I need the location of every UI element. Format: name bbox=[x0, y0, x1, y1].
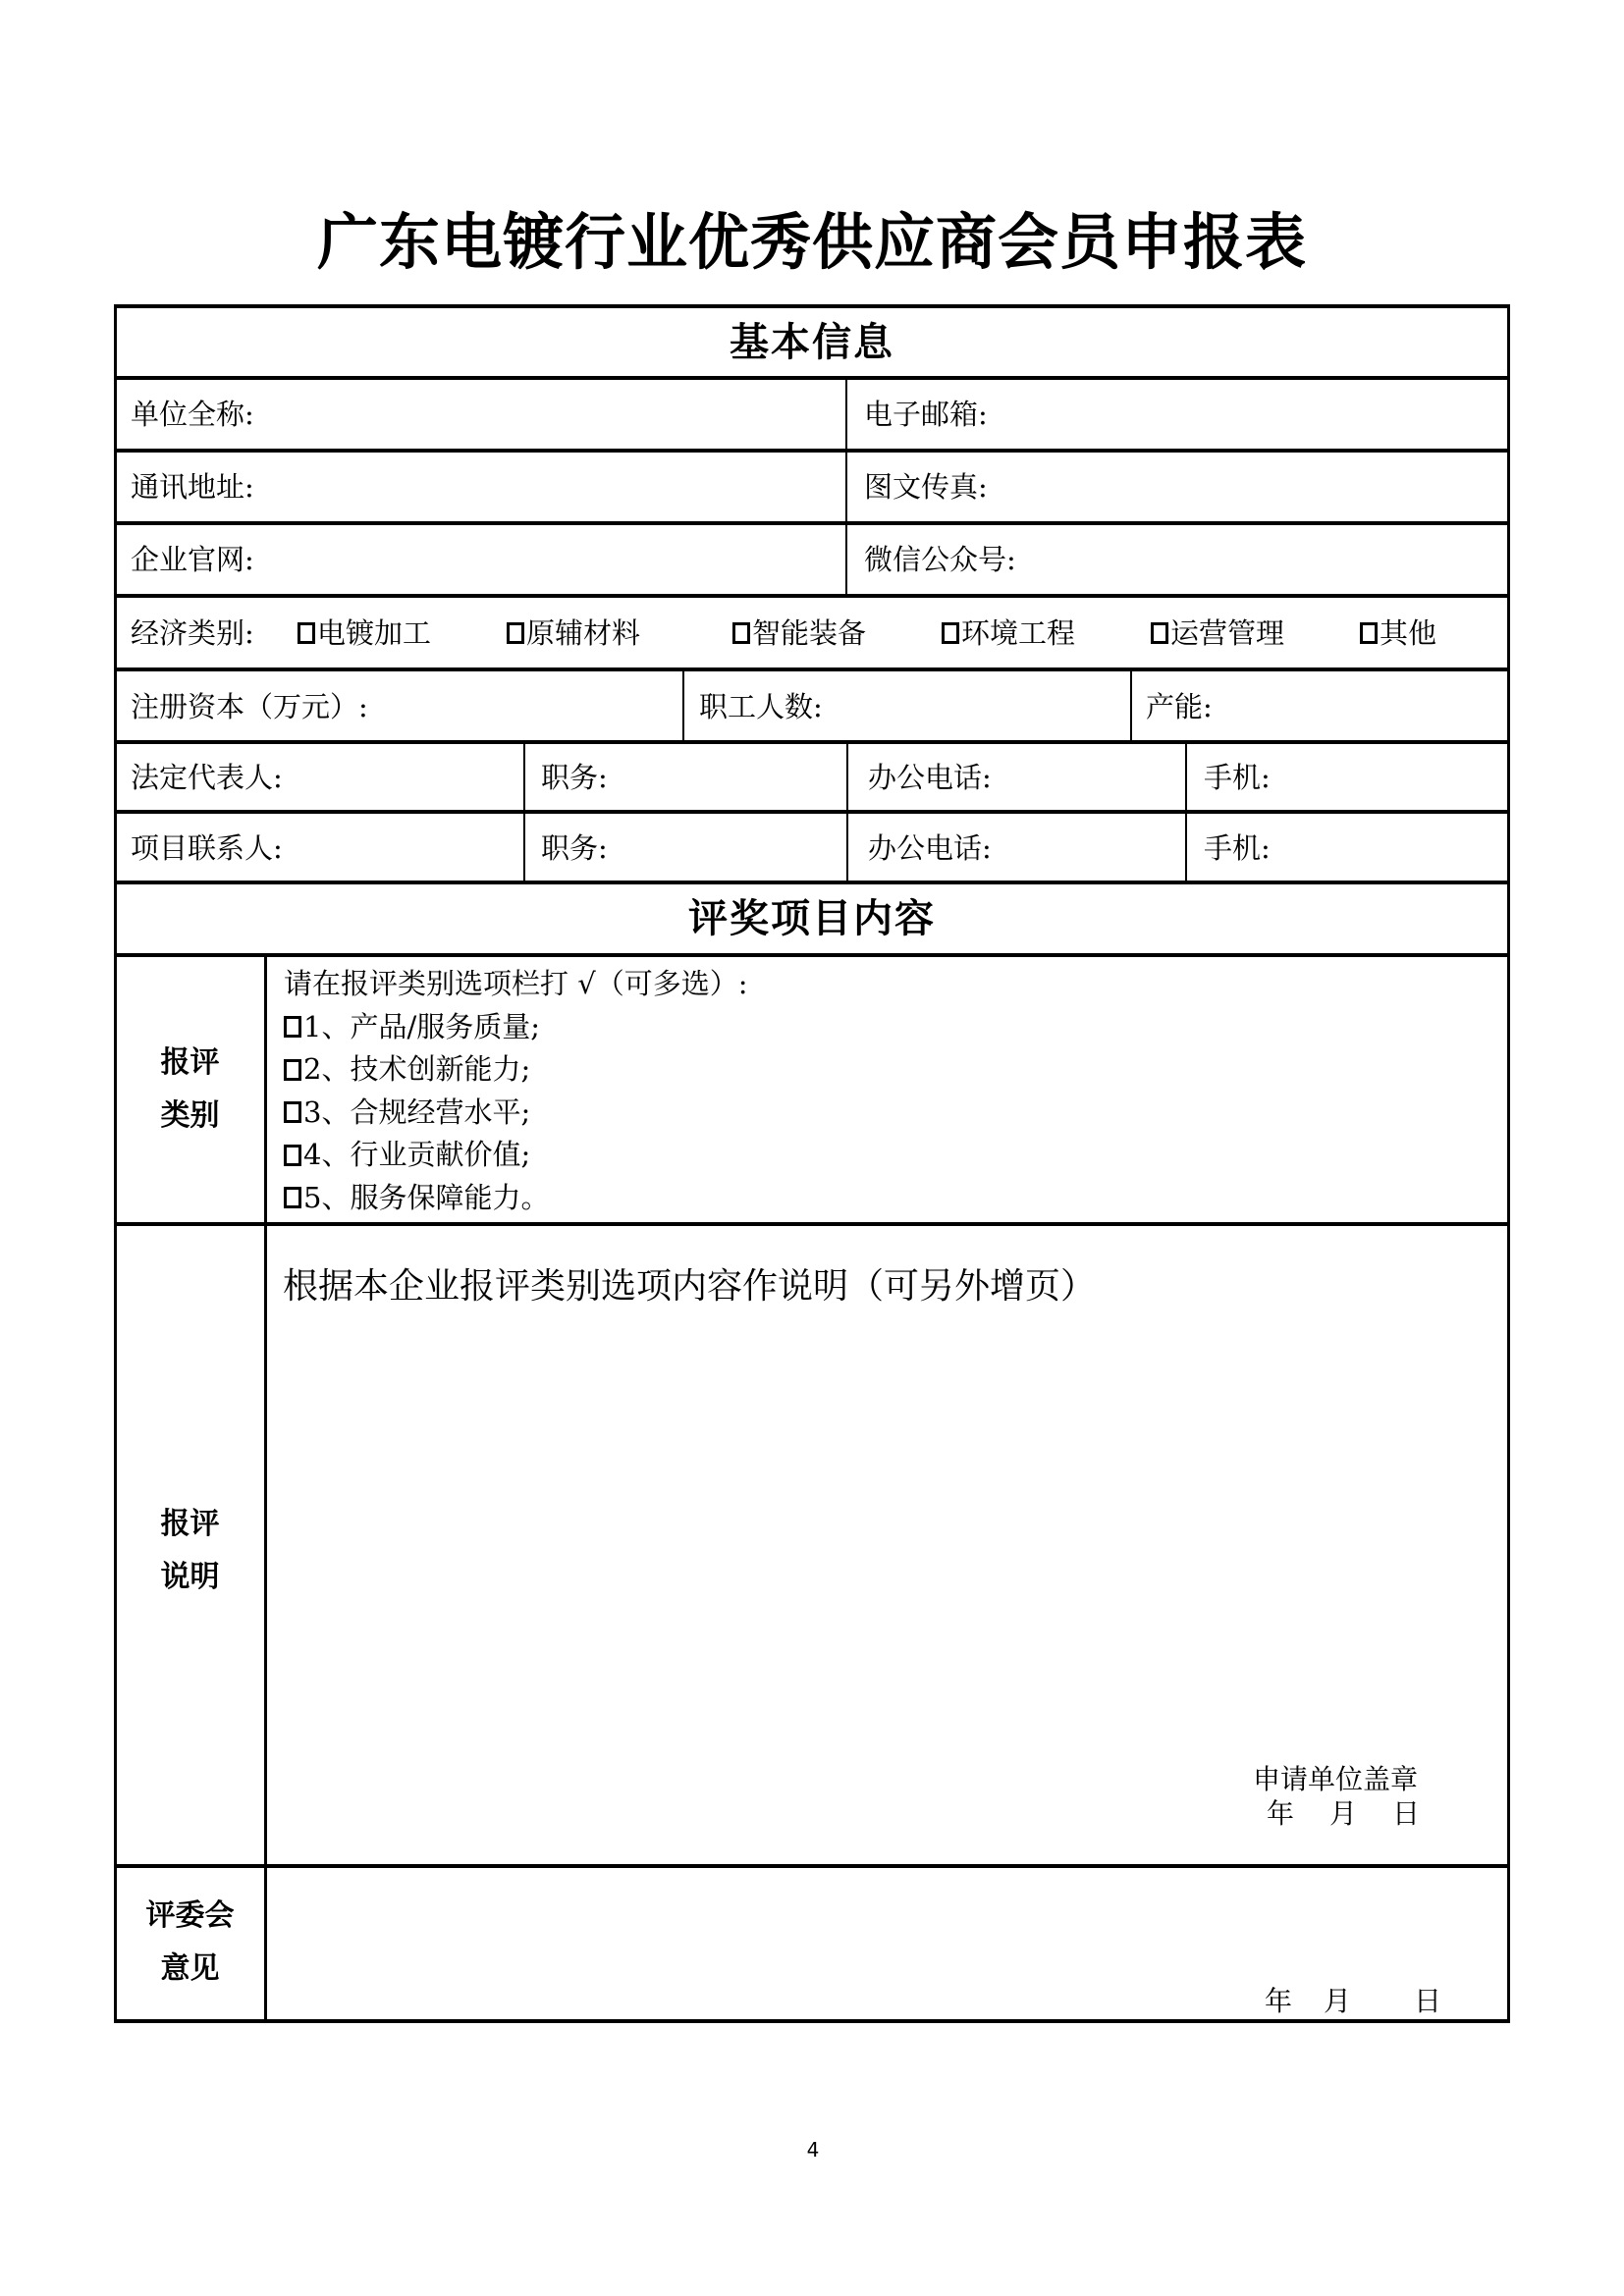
table-bottom-border bbox=[114, 2019, 1510, 2023]
section-title-basic-info: 基本信息 bbox=[730, 320, 894, 365]
column-divider bbox=[1130, 669, 1132, 742]
field-label: 法定代表人: bbox=[131, 761, 283, 794]
category-option-innovation[interactable] bbox=[284, 1048, 747, 1092]
economic-type-option-environment[interactable] bbox=[942, 614, 1075, 653]
category-instruction: 请在报评类别选项栏打 √（可多选）: bbox=[284, 967, 748, 1000]
checkbox-icon[interactable] bbox=[284, 1101, 301, 1123]
economic-type-option-equipment[interactable] bbox=[732, 614, 866, 653]
checkbox-icon[interactable] bbox=[942, 622, 959, 644]
economic-type-option-other[interactable] bbox=[1360, 614, 1436, 653]
field-label: 注册资本（万元）: bbox=[131, 690, 368, 723]
checkbox-icon[interactable] bbox=[1151, 622, 1168, 644]
field-label: 办公电话: bbox=[868, 761, 992, 794]
category-option-quality[interactable] bbox=[284, 1006, 747, 1049]
stamp-label: 申请单位盖章 bbox=[1253, 1763, 1419, 1795]
checkbox-icon[interactable] bbox=[1360, 622, 1378, 644]
option-label: 5、服务保障能力。 bbox=[303, 1180, 550, 1214]
description-date bbox=[1267, 1797, 1420, 1831]
option-label: 电镀加工 bbox=[317, 616, 432, 650]
date-month: 月 bbox=[1329, 1797, 1358, 1830]
category-options bbox=[284, 963, 747, 1219]
checkbox-icon[interactable] bbox=[284, 1016, 301, 1038]
checkbox-icon[interactable] bbox=[284, 1187, 301, 1208]
option-label: 环境工程 bbox=[961, 616, 1076, 650]
document-title: 广东电镀行业优秀供应商会员申报表 bbox=[316, 206, 1307, 278]
row-divider bbox=[114, 521, 1510, 525]
column-divider bbox=[846, 742, 848, 882]
row-divider bbox=[114, 667, 1510, 671]
option-label: 3、合规经营水平; bbox=[303, 1095, 531, 1129]
field-label: 图文传真: bbox=[864, 470, 988, 504]
label-line: 报评 bbox=[160, 1045, 220, 1080]
field-label: 单位全称: bbox=[131, 398, 254, 431]
field-label: 通讯地址: bbox=[131, 470, 254, 504]
label-line: 报评 bbox=[160, 1507, 220, 1541]
row-divider bbox=[114, 810, 1510, 814]
date-year: 年 bbox=[1265, 1985, 1293, 2017]
field-label: 办公电话: bbox=[868, 831, 992, 865]
field-label: 职工人数: bbox=[699, 690, 823, 723]
economic-type-label: 经济类别: bbox=[131, 616, 254, 650]
option-label: 原辅材料 bbox=[526, 616, 641, 650]
field-label: 微信公众号: bbox=[864, 543, 1016, 576]
label-line: 评委会 bbox=[145, 1898, 235, 1933]
field-label: 电子邮箱: bbox=[864, 398, 988, 431]
table-right-border bbox=[1507, 305, 1510, 2023]
date-day: 日 bbox=[1414, 1985, 1442, 2017]
description-label bbox=[115, 1498, 265, 1604]
label-line: 意见 bbox=[160, 1951, 220, 1986]
committee-date bbox=[1265, 1985, 1441, 2018]
option-label: 4、行业贡献价值; bbox=[303, 1138, 531, 1171]
page-number: 4 bbox=[806, 2138, 820, 2162]
committee-label bbox=[115, 1890, 265, 1996]
checkbox-icon[interactable] bbox=[298, 622, 315, 644]
category-option-contribution[interactable] bbox=[284, 1134, 747, 1177]
label-line: 类别 bbox=[160, 1098, 220, 1133]
row-divider bbox=[114, 449, 1510, 453]
section-title-award-content: 评奖项目内容 bbox=[688, 896, 936, 941]
field-label: 手机: bbox=[1204, 831, 1271, 865]
option-label: 智能装备 bbox=[752, 616, 867, 650]
field-label: 手机: bbox=[1204, 761, 1271, 794]
economic-type-option-materials[interactable] bbox=[507, 614, 640, 653]
option-label: 2、技术创新能力; bbox=[303, 1052, 531, 1086]
row-divider bbox=[114, 740, 1510, 744]
checkbox-icon[interactable] bbox=[284, 1145, 301, 1166]
category-option-compliance[interactable] bbox=[284, 1092, 747, 1135]
checkbox-icon[interactable] bbox=[284, 1059, 301, 1081]
description-prompt: 根据本企业报评类别选项内容作说明（可另外增页） bbox=[283, 1266, 1097, 1307]
checkbox-icon[interactable] bbox=[732, 622, 750, 644]
column-divider bbox=[523, 742, 525, 882]
field-label: 产能: bbox=[1146, 690, 1213, 723]
option-label: 运营管理 bbox=[1170, 616, 1285, 650]
category-option-service[interactable] bbox=[284, 1177, 747, 1220]
table-left-border bbox=[114, 305, 117, 2023]
field-label: 职务: bbox=[541, 761, 608, 794]
economic-type-option-operations[interactable] bbox=[1151, 614, 1284, 653]
option-label: 其他 bbox=[1380, 616, 1437, 650]
field-label: 企业官网: bbox=[131, 543, 254, 576]
economic-type-option-plating[interactable] bbox=[298, 614, 431, 653]
date-year: 年 bbox=[1267, 1797, 1295, 1830]
field-label: 职务: bbox=[541, 831, 608, 865]
label-line: 说明 bbox=[160, 1560, 220, 1594]
option-label: 1、产品/服务质量; bbox=[303, 1009, 540, 1043]
column-divider bbox=[1185, 742, 1187, 882]
column-divider bbox=[845, 378, 847, 596]
field-label: 项目联系人: bbox=[131, 831, 283, 865]
category-label bbox=[115, 1037, 265, 1143]
row-divider bbox=[114, 594, 1510, 598]
checkbox-icon[interactable] bbox=[507, 622, 524, 644]
date-day: 日 bbox=[1392, 1797, 1421, 1830]
column-divider bbox=[682, 669, 684, 742]
date-month: 月 bbox=[1324, 1985, 1352, 2017]
